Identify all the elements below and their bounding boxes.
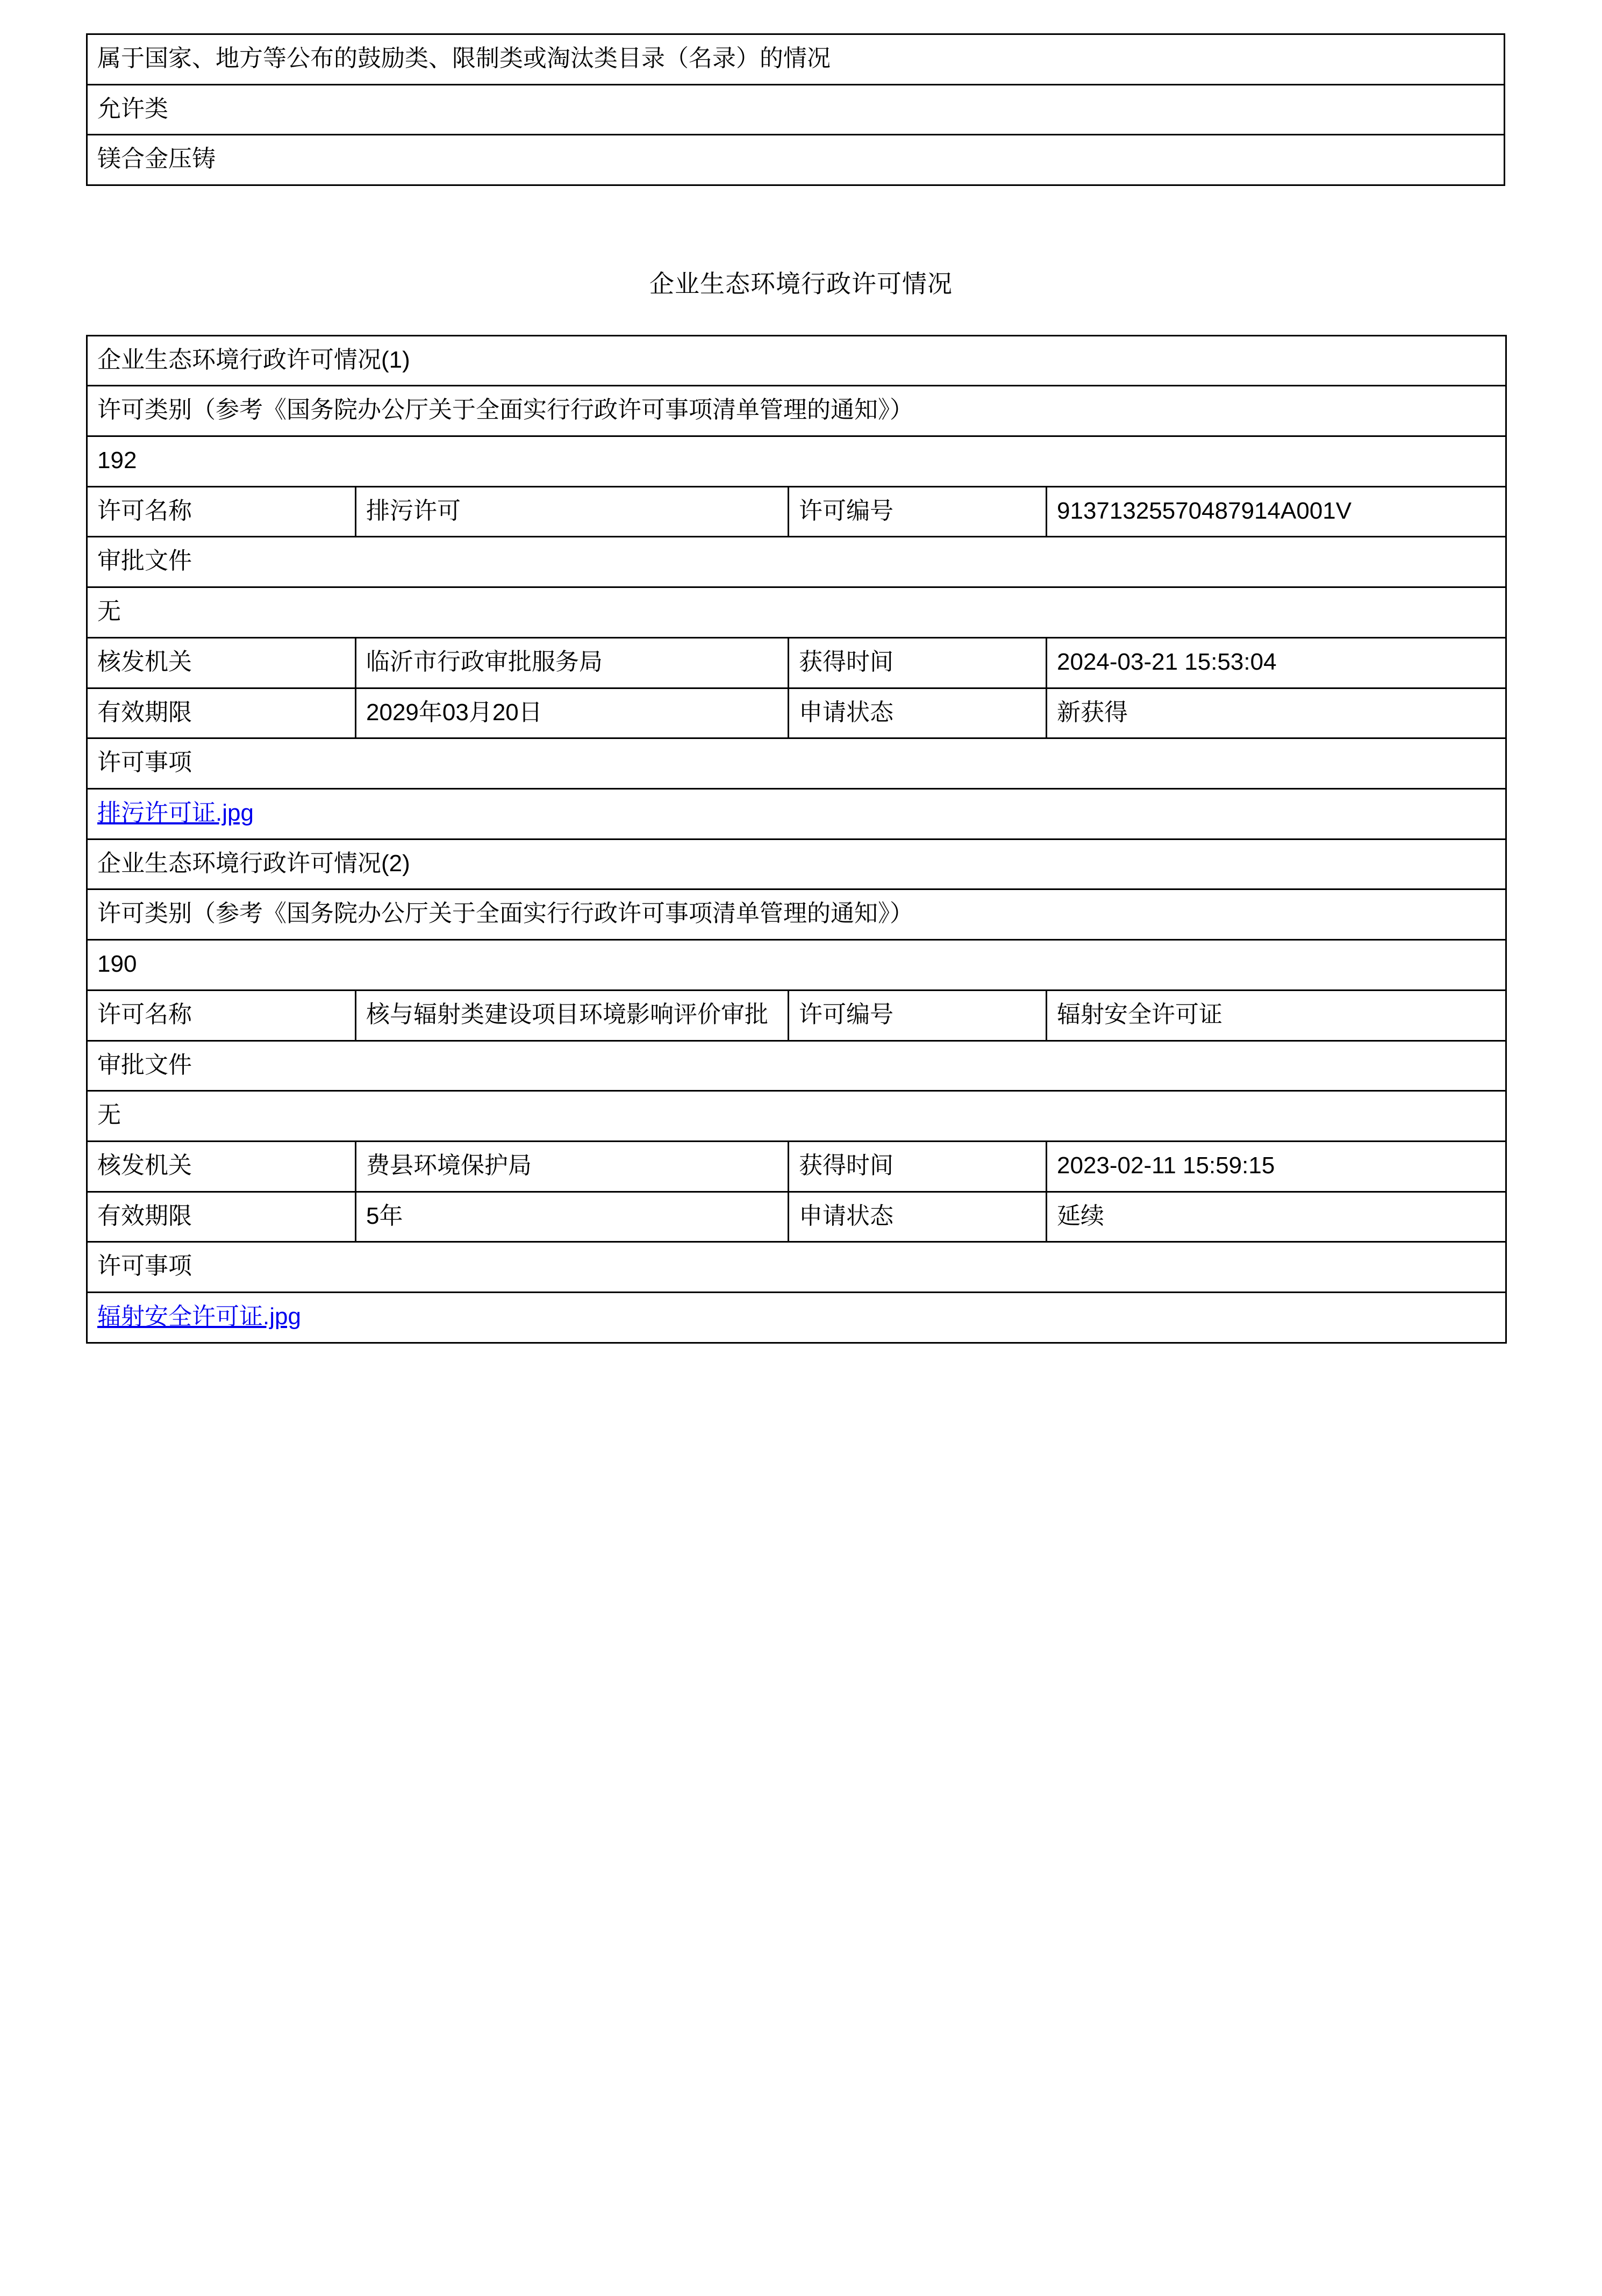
table-row — [87, 738, 1506, 789]
table-row — [87, 940, 1506, 991]
document-page — [0, 33, 1602, 2296]
permit-1-approval-doc-value: 无 — [87, 587, 1506, 638]
permit-2-obtain-time-value: 2023-02-11 15:59:15 — [1047, 1142, 1506, 1192]
permit-2-category-code: 190 — [87, 940, 1506, 991]
table-row — [87, 1293, 1506, 1343]
permit-2-valid-period-value: 5年 — [356, 1192, 789, 1242]
permit-1-authority-label: 核发机关 — [87, 637, 356, 688]
permit-2-status-label: 申请状态 — [789, 1192, 1047, 1242]
permit-1-name-value: 排污许可 — [356, 486, 789, 537]
permit-2-approval-doc-label: 审批文件 — [87, 1041, 1506, 1091]
table-row — [87, 789, 1506, 840]
catalog-value-allowed-cell: 允许类 — [87, 84, 1505, 135]
permit-1-group-title: 企业生态环境行政许可情况(1) — [87, 335, 1506, 386]
table-row — [87, 386, 1506, 436]
permit-2-items-label: 许可事项 — [87, 1242, 1506, 1293]
table-row — [87, 637, 1506, 688]
permit-1-items-label: 许可事项 — [87, 738, 1506, 789]
permit-1-valid-period-value: 2029年03月20日 — [356, 688, 789, 738]
permit-1-status-value: 新获得 — [1047, 688, 1506, 738]
permit-2-category-label: 许可类别（参考《国务院办公厅关于全面实行行政许可事项清单管理的通知》） — [87, 889, 1506, 940]
table-row — [87, 1041, 1506, 1091]
permit-2-approval-doc-value: 无 — [87, 1091, 1506, 1142]
table-row — [87, 1142, 1506, 1192]
permit-1-approval-doc-label: 审批文件 — [87, 537, 1506, 587]
table-row — [87, 1242, 1506, 1293]
permit-1-attachment-link[interactable]: 排污许可证.jpg — [97, 800, 254, 827]
table-row — [87, 688, 1506, 738]
permit-1-authority-value: 临沂市行政审批服务局 — [356, 637, 789, 688]
permit-2-authority-label: 核发机关 — [87, 1142, 356, 1192]
permit-2-valid-period-label: 有效期限 — [87, 1192, 356, 1242]
permit-1-category-label: 许可类别（参考《国务院办公厅关于全面实行行政许可事项清单管理的通知》） — [87, 386, 1506, 436]
permit-1-number-label: 许可编号 — [789, 486, 1047, 537]
permit-1-name-label: 许可名称 — [87, 486, 356, 537]
table-row — [87, 335, 1506, 386]
catalog-classification-table — [86, 33, 1505, 186]
permit-1-obtain-time-value: 2024-03-21 15:53:04 — [1047, 637, 1506, 688]
section-title: 企业生态环境行政许可情况 — [649, 270, 953, 298]
table-row — [87, 839, 1506, 889]
permit-2-group-title: 企业生态环境行政许可情况(2) — [87, 839, 1506, 889]
permit-1-number-value: 91371325570487914A001V — [1047, 486, 1506, 537]
environmental-permit-table — [86, 335, 1507, 1344]
table-row — [87, 889, 1506, 940]
table-row — [87, 1192, 1506, 1242]
permit-2-authority-value: 费县环境保护局 — [356, 1142, 789, 1192]
catalog-value-process-cell: 镁合金压铸 — [87, 135, 1505, 185]
table-row — [87, 587, 1506, 638]
permit-2-status-value: 延续 — [1047, 1192, 1506, 1242]
permit-2-attachment-cell — [87, 1293, 1506, 1343]
permit-2-number-value: 辐射安全许可证 — [1047, 990, 1506, 1041]
permit-2-number-label: 许可编号 — [789, 990, 1047, 1041]
table-row — [87, 436, 1506, 486]
table-row — [87, 1091, 1506, 1142]
permit-1-valid-period-label: 有效期限 — [87, 688, 356, 738]
permit-1-attachment-cell — [87, 789, 1506, 840]
table-row — [87, 486, 1506, 537]
table-row — [87, 990, 1506, 1041]
permit-2-attachment-link[interactable]: 辐射安全许可证.jpg — [97, 1303, 301, 1330]
permit-1-category-code: 192 — [87, 436, 1506, 486]
permit-2-name-value: 核与辐射类建设项目环境影响评价审批 — [356, 990, 789, 1041]
permit-2-obtain-time-label: 获得时间 — [789, 1142, 1047, 1192]
table-row — [87, 84, 1505, 135]
permit-2-name-label: 许可名称 — [87, 990, 356, 1041]
permit-1-obtain-time-label: 获得时间 — [789, 637, 1047, 688]
table-row — [87, 537, 1506, 587]
table-row — [87, 135, 1505, 185]
permit-1-status-label: 申请状态 — [789, 688, 1047, 738]
table-row — [87, 34, 1505, 85]
catalog-heading-cell: 属于国家、地方等公布的鼓励类、限制类或淘汰类目录（名录）的情况 — [87, 34, 1505, 85]
